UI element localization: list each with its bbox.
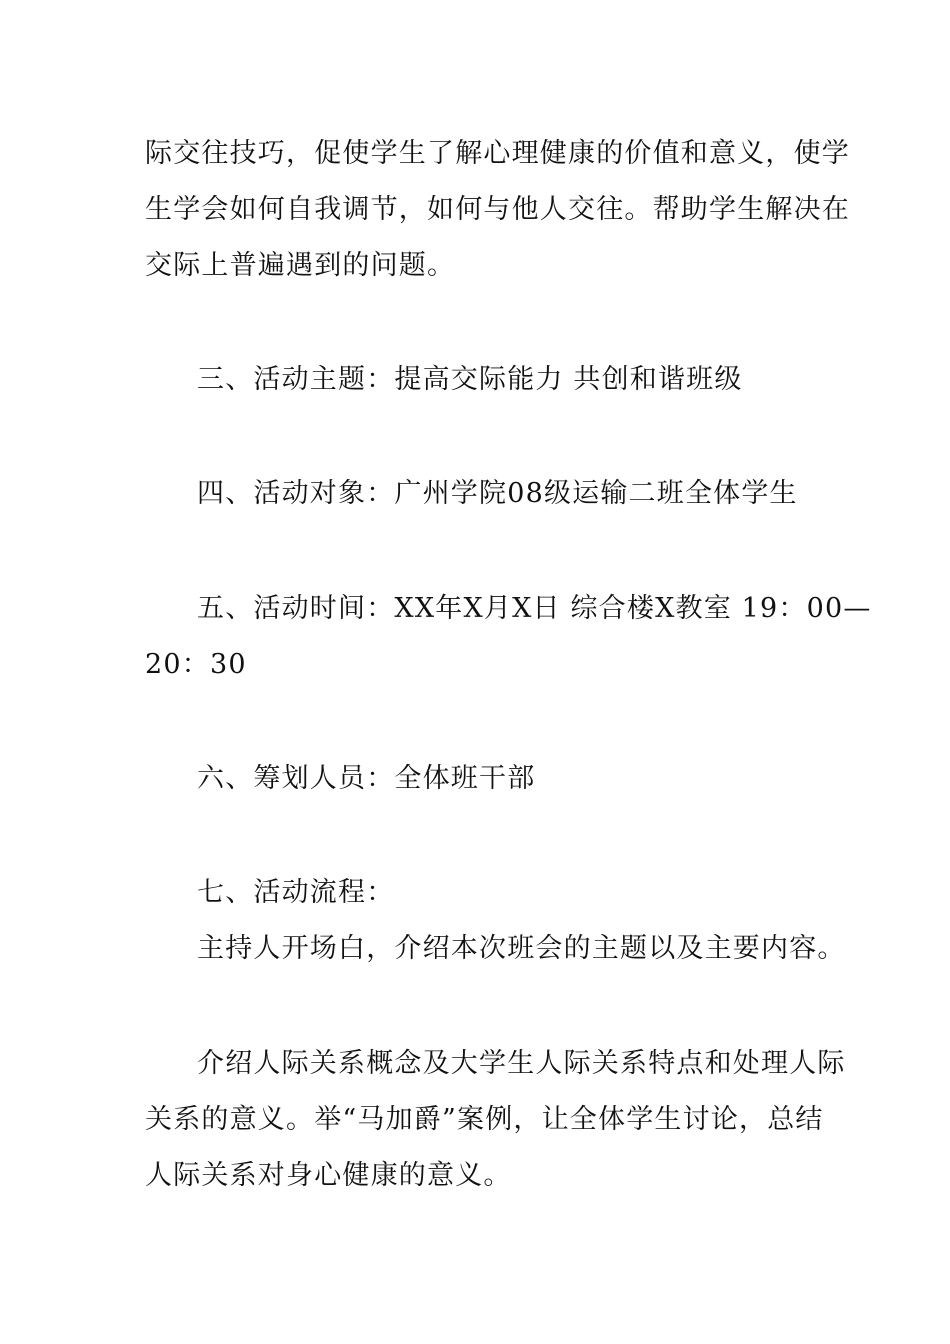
process-step-one: 主持人开场白，介绍本次班会的主题以及主要内容。 (197, 933, 846, 964)
section-three-theme: 三、活动主题：提高交际能力 共创和谐班级 (197, 364, 743, 395)
process-step-two-line-2: 关系的意义。举“马加爵”案例，让全体学生讨论，总结 (145, 1104, 824, 1135)
paragraph-intro-line-1: 际交往技巧，促使学生了解心理健康的价值和意义，使学 (145, 138, 850, 169)
process-step-two-line-3: 人际关系对身心健康的意义。 (145, 1160, 512, 1191)
paragraph-intro-line-2: 生学会如何自我调节，如何与他人交往。帮助学生解决在 (145, 194, 850, 225)
section-four-audience: 四、活动对象：广州学院08级运输二班全体学生 (197, 478, 798, 509)
section-six-planners: 六、筹划人员：全体班干部 (197, 763, 536, 794)
section-five-time-line-1: 五、活动时间：XX年X月X日 综合楼X教室 19：00— (197, 593, 872, 624)
section-five-time-line-2: 20：30 (145, 649, 247, 680)
paragraph-intro-line-3: 交际上普遍遇到的问题。 (145, 250, 456, 281)
process-step-two-line-1: 介绍人际关系概念及大学生人际关系特点和处理人际 (197, 1048, 846, 1079)
section-seven-process: 七、活动流程： (197, 877, 395, 908)
